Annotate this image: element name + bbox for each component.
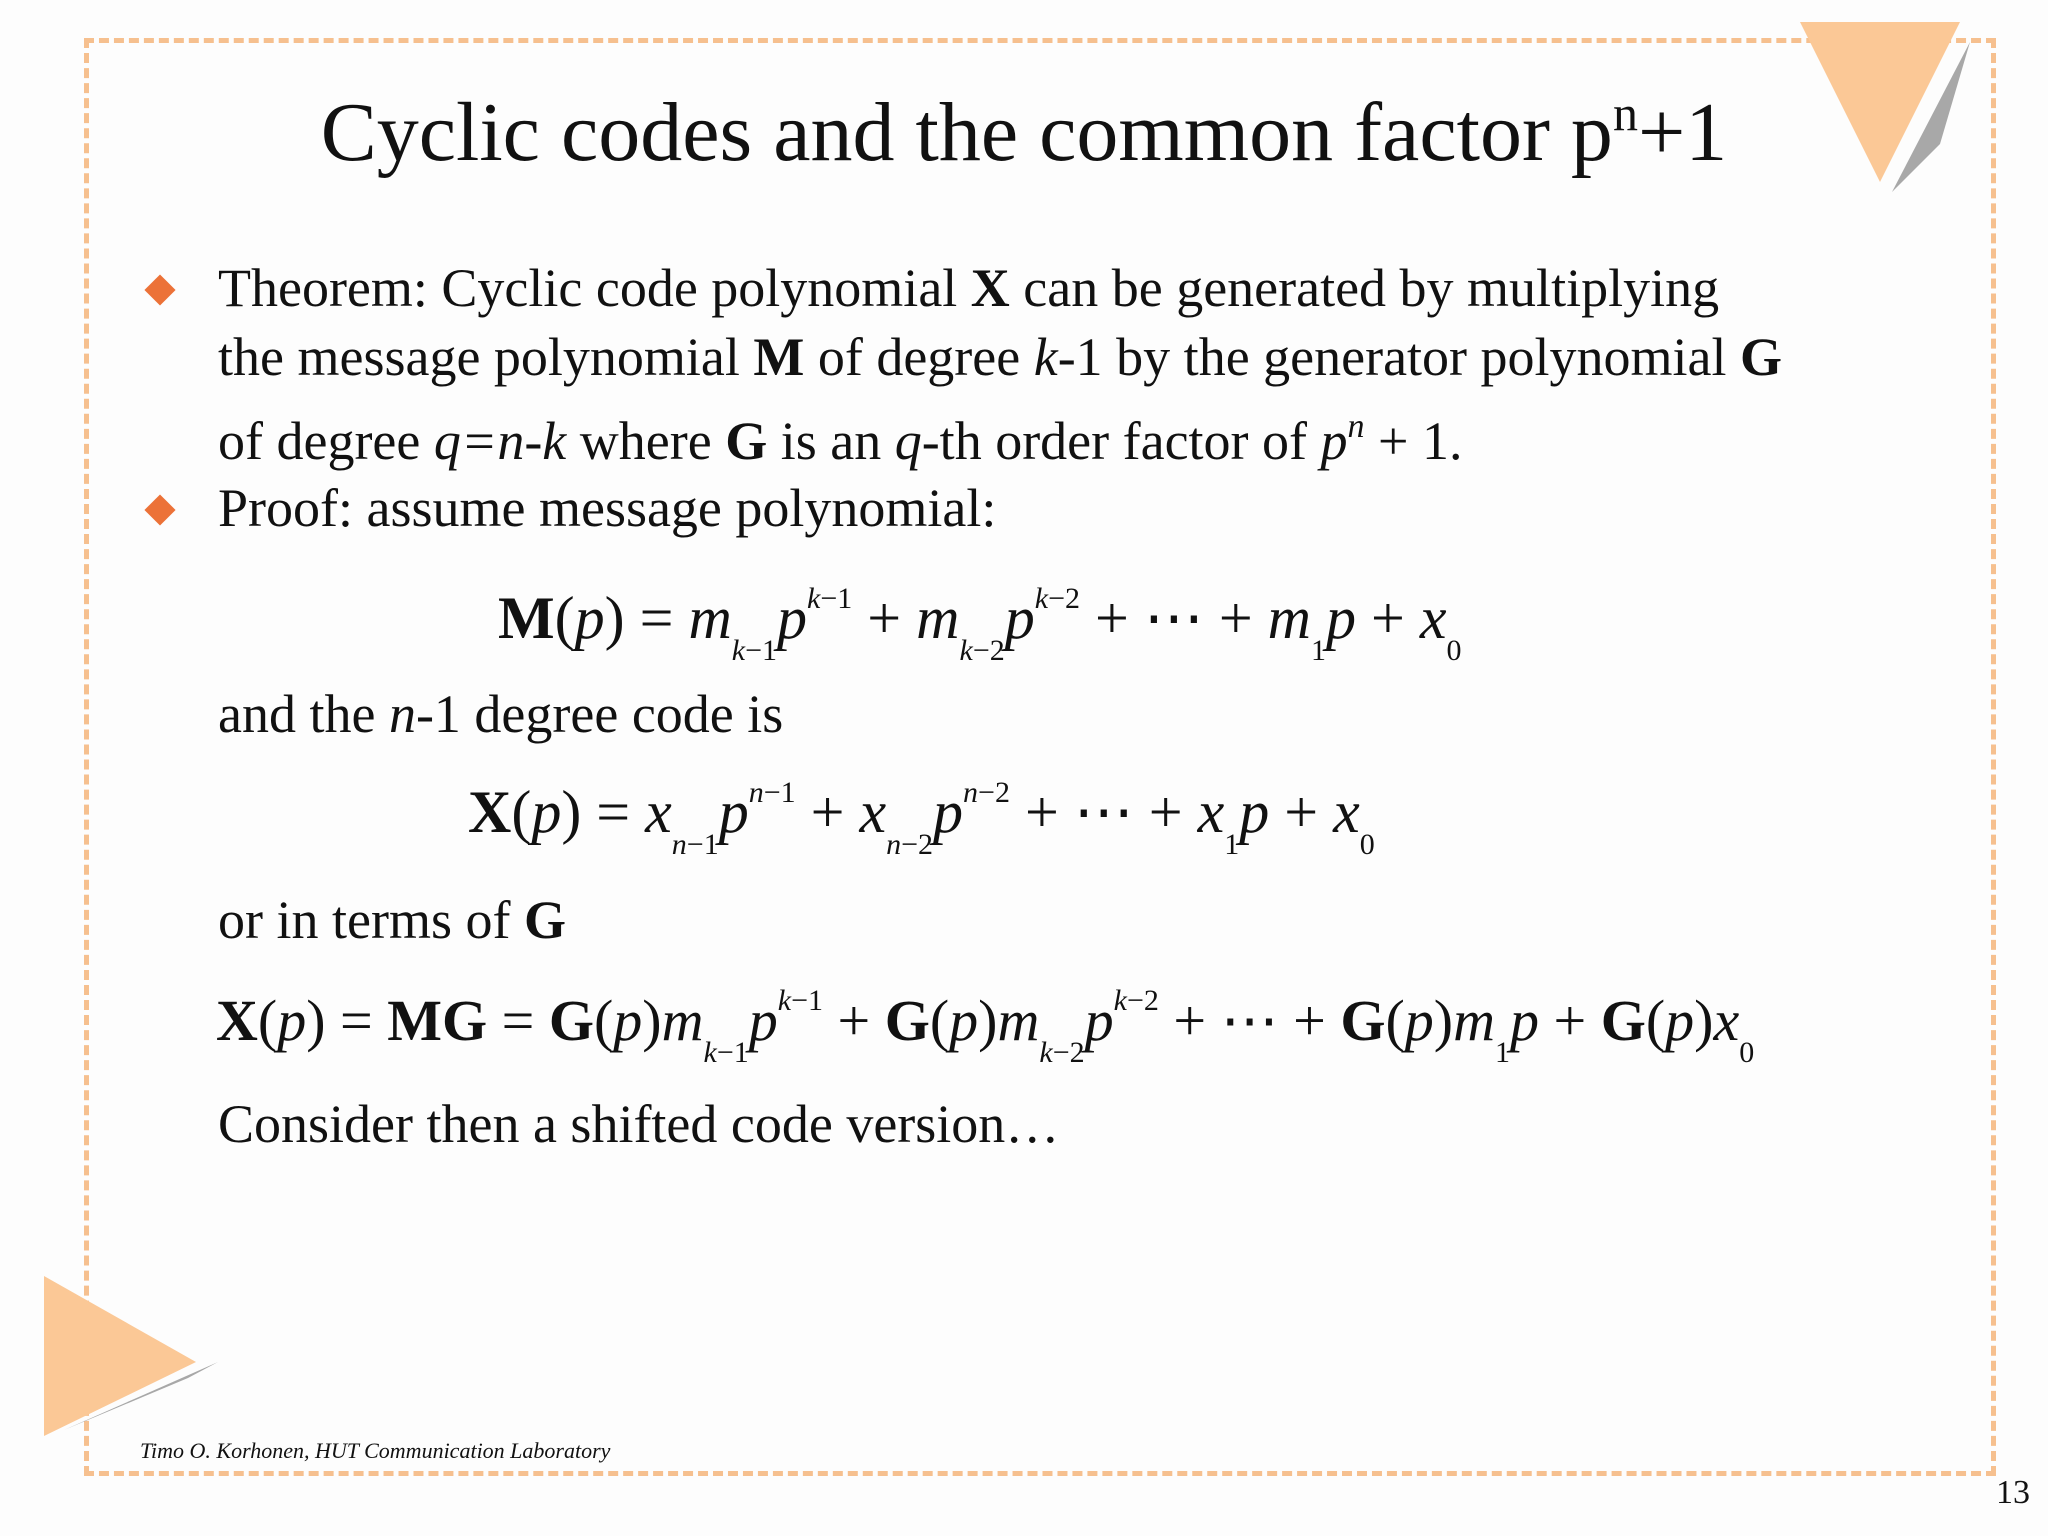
footer-author: Timo O. Korhonen, HUT Communication Laboratory [140, 1438, 611, 1463]
symbol-q-eq: q=n-k [433, 411, 567, 471]
symbol-m: M [753, 327, 805, 387]
symbol-g: G [1740, 327, 1783, 387]
text-run: and the [218, 684, 389, 744]
superscript-n: n [1347, 408, 1365, 445]
theorem-line-1 [218, 254, 1719, 323]
bottom-left-triangle-decoration [38, 1270, 228, 1460]
text-in-terms-of-g [218, 886, 566, 955]
theorem-line-2 [218, 323, 1782, 392]
text-run: is an [767, 411, 895, 471]
symbol-p: p [1320, 411, 1348, 471]
symbol-n: n [388, 684, 416, 744]
symbol-q: q [894, 411, 922, 471]
text-run: -1 by the generator polynomial [1057, 327, 1741, 387]
symbol-k: k [1033, 327, 1058, 387]
equation-generator-form: X(p) = MG = $G(p)m_{k-1}p^{k-1} + G(p)m_{k-2}p^{k-2}$ + ⋯ + $G(p)m_1p + G(p)x_0$ [216, 984, 1755, 1069]
text-shifted-version: Consider then a shifted code version… [218, 1094, 1060, 1154]
text-run: or in terms of [218, 890, 524, 950]
text-run: of degree [804, 327, 1034, 387]
text-run: Proof: assume message polynomial: [218, 478, 997, 538]
title-tail: +1 [1637, 86, 1728, 179]
theorem-line-3 [218, 392, 1462, 476]
text-run: + 1. [1364, 411, 1463, 471]
title-main: Cyclic codes and the common factor p [320, 86, 1613, 179]
symbol-x: X [970, 258, 1010, 318]
page-number: 13 [1996, 1474, 2030, 1511]
equation-message-polynomial: $M(p) = m_{k-1}p^{k-1} + m_{k-2}p^{k-2}$ + ⋯ + $m_1p + x_0$ [498, 582, 1462, 667]
symbol-g: G [725, 411, 768, 471]
proof-line [218, 474, 996, 543]
title-superscript: n [1612, 85, 1638, 141]
equation-code-polynomial: $X(p) = x_{n-1}p^{n-1} + x_{n-2}p^{n-2}$ + ⋯ + $x_1p + x_0$ [468, 776, 1375, 861]
text-code-degree [218, 680, 783, 749]
text-run: Theorem: Cyclic code polynomial [218, 258, 971, 318]
text-run: of degree [218, 411, 434, 471]
text-run: can be generated by multiplying [1009, 258, 1720, 318]
slide-title [0, 85, 2048, 179]
text-run: -1 degree code is [415, 684, 784, 744]
text-run: where [566, 411, 726, 471]
text-run: the message polynomial [218, 327, 754, 387]
text-run: -th order factor of [921, 411, 1321, 471]
symbol-g: G [523, 890, 566, 950]
